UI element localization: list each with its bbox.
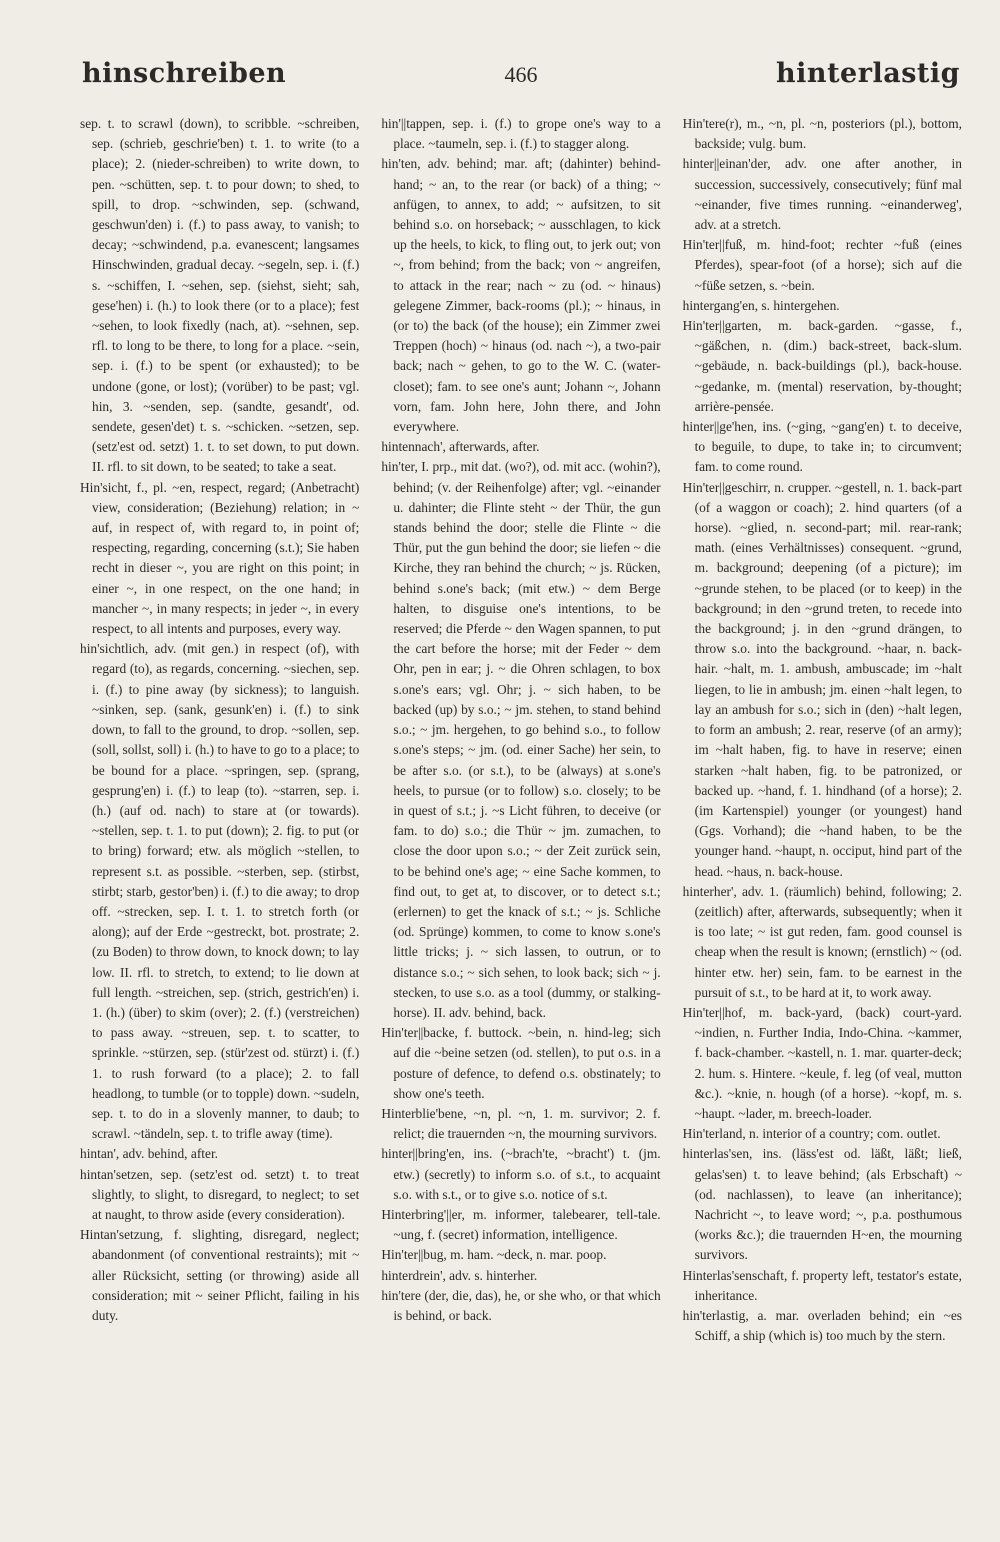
dictionary-entry: Hin'ter||garten, m. back-garden. ~gasse, f., ~gäßchen, n. (dim.) back-street, back-slum. ~gebäude, n. back-buildings (pl.), back-house. ~gedanke, m. (mental) reservation, by-thought; arrière-pensée. xyxy=(682,318,962,414)
dictionary-entry: Hintan'setzung, f. slighting, disregard, neglect; abandonment (of conventional restraints); mit ~ aller Rücksicht, setting (or throwing) aside all consideration; mit ~ seiner Pflicht, failing in his duty. xyxy=(80,1227,360,1323)
dictionary-entry: Hin'tere(r), m., ~n, pl. ~n, posteriors (pl.), bottom, backside; vulg. bum. xyxy=(682,116,962,152)
dictionary-entry: hintergang'en, s. hintergehen. xyxy=(682,297,840,313)
dictionary-entry: Hin'sicht, f., pl. ~en, respect, regard; (Anbetracht) view, consideration; (Beziehung) relation; in ~ auf, in respect of, with regard to, in point of; respecting, regarding, concerning (s.t.); Sie haben recht in dieser ~, you are right on this point; in einer ~, in one respect, on the one hand; in mancher ~, in many respects; in jeder ~, in every respect, to all intents and purposes, every way. xyxy=(80,479,360,637)
dictionary-entry: hintan', adv. behind, after. xyxy=(80,1146,219,1162)
dictionary-entry: hin'terlastig, a. mar. overladen behind; ein ~es Schiff, a ship (which is) too much by the stern. xyxy=(682,1307,962,1344)
column-left xyxy=(80,114,359,1534)
dictionary-entry: Hin'terland, n. interior of a country; com. outlet. xyxy=(682,1126,941,1142)
dictionary-entry: Hinterbring'||er, m. informer, talebearer, tell-tale. ~ung, f. (secret) information, intelligence. xyxy=(381,1206,661,1243)
dictionary-entry: hin'sichtlich, adv. (mit gen.) in respect (of), with regard (to), as regards, concerning. ~siechen, sep. i. (f.) to pine away (by sickness); to languish. ~sinken, sep. (sank, gesunk'en) i. (f.) to sink down, to fall to the ground, to drop. ~sollen, sep. (soll, sollst, soll) i. (h.) to have to go to a place; to be bound for a place. ~springen, sep. (sprang, gesprung'en) i. (f.) to leap (to). ~starren, sep. i. (h.) (auf od. nach) to stare at (or towards). ~stellen, sep. t. 1. to put (down); 2. fig. to put (or to bring) forward; etw. als möglich ~stellen, to represent s.t. as possible. ~sterben, sep. (stirbst, stirbt; starb, gestor'ben) i. (f.) to die away; to drop off. ~strecken, sep. I. t. 1. to stretch forth (or along); auf der Erde ~gestreckt, bot. prostrate; 2. (zu Boden) to throw down, to knock down; to lay low. II. rfl. to stretch, to extend; to lie down at full length. ~streichen, sep. (strich, gestrich'en) i. 1. (h.) (über) to skim (over); 2. (f.) (verstreichen) to pass away. ~streuen, sep. t. to scatter, to sprinkle. ~stürzen, sep. (stür'zest od. stürzt) i. (f.) 1. to rush forward (to a place); 2. to fall headlong, to tumble (or to topple) down. ~sudeln, sep. t. to do in a slovenly manner, to daub; to scrawl. ~tändeln, sep. t. to trifle away (time). xyxy=(80,641,360,1142)
dictionary-entry: hin'ter, I. prp., mit dat. (wo?), od. mit acc. (wohin?), behind; (v. der Reihenfolge) after; vgl. ~einander u. dahinter; die Flinte steht ~ der Thür, the gun stands behind the door; stelle die Flinte ~ die Thür, put the gun behind the door; sie liefen ~ die Kirche, they ran behind the church; ~ js. Rücken, behind s.one's back; (mit etw.) ~ dem Berge halten, to disguise one's intentions, to be reserved; die Pferde ~ den Wagen spannen, to put the cart before the horse; mit der Feder ~ dem Ohr, pen in ear; j. ~ die Ohren schlagen, to box s.one's ears; vgl. Ohr; j. ~ sich haben, to be backed (up) by s.o.; ~ jm. stehen, to stand behind s.o.; ~ jm. hergehen, to go behind s.o., to follow s.one's steps; ~ jm. (od. einer Sache) her sein, to be after s.o. (or s.t.), to be (always) at s.one's heels, to pursue (or to follow) s.o. closely; to be in quest of s.t.; j. ~s Licht führen, to deceive (or fam. to do) s.o.; die Thür ~ jm. zumachen, to close the door upon s.o.; ~ der Zeit zurück sein, to be behind one's age; ~ eine Sache kommen, to find out, to get at, to discover, or to detect s.t.; (erlernen) to get the knack of s.t.; ~ js. Schliche (od. Sprünge) kommen, to come to know s.one's little tricks; j. ~ sich lassen, to outrun, or to distance s.o.; ~ sich sehen, to look back; sich ~ j. stecken, to use s.o. as a tool (dummy, or stalking-horse). II. adv. behind, back. xyxy=(381,459,661,1020)
dictionary-entry: hin'||tappen, sep. i. (f.) to grope one's way to a place. ~taumeln, sep. i. (f.) to stagger along. xyxy=(381,116,661,152)
dictionary-entry: sep. t. to scrawl (down), to scribble. ~schreiben, sep. (schrieb, geschrie'ben) t. 1. to write (to a place); 2. (nieder-schreiben) to write down, to pen. ~schütten, sep. t. to pour down; to shed, to spill, to drop. ~schwinden, sep. (schwand, geschwun'den) i. (f.) to pass away, to vanish; to decay; ~schwindend, p.a. evanescent; langsames Hinschwinden, gradual decay. ~segeln, sep. i. (f.) s. ~schiffen, I. ~sehen, sep. (siehst, sieht; sah, gese'hen) i. (h.) to look there (or to a place); fest ~sehen, to look fixedly (nach, at). ~sehnen, sep. rfl. to long to be there, to long for a place. ~sein, sep. i. (f.) to be spent (or exhausted); to be undone (gone, or lost); (vorüber) to be past; vgl. hin, 3. ~senden, sep. (sandte, gesandt', od. sendete, gesen'det) t. s. ~schicken. ~setzen, sep. (setz'est od. setzt) 1. t. to set down, to put down. II. rfl. to sit down, to be seated; to take a seat. xyxy=(80,116,360,475)
dictionary-entry: Hin'ter||bug, m. ham. ~deck, n. mar. poop. xyxy=(381,1247,607,1263)
dictionary-entry: Hin'ter||backe, f. buttock. ~bein, n. hind-leg; sich auf die ~beine setzen (od. stellen), to put o.s. in a posture of defence, to defend o.s. obstinately; to show one's teeth. xyxy=(381,1025,661,1101)
page-header xyxy=(80,58,962,102)
dictionary-entry: hin'tere (der, die, das), he, or she who, or that which is behind, or back. xyxy=(381,1287,661,1323)
dictionary-entry: hinterdrein', adv. s. hinterher. xyxy=(381,1267,538,1283)
dictionary-entry: hintan'setzen, sep. (setz'est od. setzt) t. to treat slightly, to slight, to disregard, to neglect; to set at naught, to throw aside (every consideration). xyxy=(80,1166,360,1222)
right-running-headword: hinterlastig xyxy=(776,58,960,89)
dictionary-entry: Hin'ter||hof, m. back-yard, (back) court-yard. ~indien, n. Further India, Indo-China. ~kammer, f. back-chamber. ~kastell, n. 1. mar. quarter-deck; 2. hum. s. Hintere. ~keule, f. leg (of veal, mutton &c.). ~knie, n. hough (of a horse). ~kopf, m. s. ~haupt. ~lader, m. breech-loader. xyxy=(682,1004,962,1121)
dictionary-entry: hinter||ge'hen, ins. (~ging, ~gang'en) t. to deceive, to beguile, to dupe, to take in; to circumvent; fam. to come round. xyxy=(682,419,962,475)
left-running-headword: hinschreiben xyxy=(82,58,287,89)
text-columns xyxy=(80,114,962,1534)
dictionary-entry: hinter||bring'en, ins. (~brach'te, ~bracht') t. (jm. etw.) (secretly) to inform s.o. of s.t., to acquaint s.o. with s.t., or to give s.o. notice of s.t. xyxy=(381,1146,661,1202)
column-middle xyxy=(381,114,660,1534)
dictionary-entry: hin'ten, adv. behind; mar. aft; (dahinter) behind-hand; ~ an, to the rear (or back) of a thing; ~ anfügen, to annex, to add; ~ aufsitzen, to sit behind s.o. on horseback; ~ ausschlagen, to kick up the heels, to kick, to fling out, to jerk out; von ~, from behind; from the back; von ~ angreifen, to attack in the rear; nach ~ zu (od. ~ hinaus) gelegene Zimmer, back-rooms (pl.); ~ hinaus, in (or to) the back (of the house); ein Zimmer zwei Treppen (hoch) ~ hinaus (od. nach ~), a two-pair back; nach ~ gehen, to go to the W. C. (water-closet); fam. to see one's aunt; Johann ~, Johann vorn, fam. John here, John there, and John everywhere. xyxy=(381,156,661,435)
page-number: 466 xyxy=(504,62,538,87)
dictionary-entry: Hinterlas'senschaft, f. property left, testator's estate, inheritance. xyxy=(682,1267,962,1303)
dictionary-entry: hinterlas'sen, ins. (läss'est od. läßt, läßt; ließ, gelas'sen) t. to leave behind; (als Erbschaft) ~ (od. nachlassen), to leave (an inheritance); Nachricht ~, to leave word; ~, p.a. posthumous (works &c.); die trauernden H~en, the mourning survivors. xyxy=(682,1146,962,1263)
dictionary-entry: Hin'ter||geschirr, n. crupper. ~gestell, n. 1. back-part (of a waggon or coach); 2. hind quarters (of a horse). ~glied, n. second-part; mil. rear-rank; math. (eines Verhältnisses) consequent. ~grund, m. background; deepening (of a picture); im ~grunde stehen, to be placed (or to keep) in the background; in den ~grund treten, to recede into the background; j. in den ~grund drängen, to throw s.o. into the background. ~haar, n. back-hair. ~halt, m. 1. ambush, ambuscade; im ~halt liegen, to lie in ambush; jm. einen ~halt legen, to lay an ambush for s.o.; sich in (den) ~halt legen, to form an ambush; 2. rear, reserve (of an army); im ~halt haben, fig. to have in reserve; einen starken ~halt haben, fig. to be patronized, or backed up. ~hand, f. 1. hindhand (of a horse); 2. (im Kartenspiel) younger (or youngest) hand (Ggs. Vorhand); die ~hand haben, to be the younger hand. ~haupt, n. occiput, hind part of the head. ~haus, n. back-house. xyxy=(682,479,962,879)
dictionary-entry: hintennach', afterwards, after. xyxy=(381,439,540,455)
dictionary-entry: hinterher', adv. 1. (räumlich) behind, following; 2. (zeitlich) after, afterwards, subsequently; when it is too late; ~ ist gut reden, fam. good counsel is cheap when the result is known; (ernstlich) ~ (od. hinter etw. her) sein, fam. to be earnest in the pursuit of s.t., to be hard at it, to work away. xyxy=(682,883,962,1000)
column-right xyxy=(683,114,962,1534)
dictionary-entry: Hinterblie'bene, ~n, pl. ~n, 1. m. survivor; 2. f. relict; die trauernden ~n, the mourning survivors. xyxy=(381,1105,661,1142)
dictionary-entry: hinter||einan'der, adv. one after another, in succession, successively, consecutively; fünf mal ~einander, five times running. ~einanderweg', adv. at a stretch. xyxy=(682,156,962,233)
dictionary-entry: Hin'ter||fuß, m. hind-foot; rechter ~fuß (eines Pferdes), spear-foot (of a horse); sich auf die ~füße setzen, s. ~bein. xyxy=(682,237,962,293)
